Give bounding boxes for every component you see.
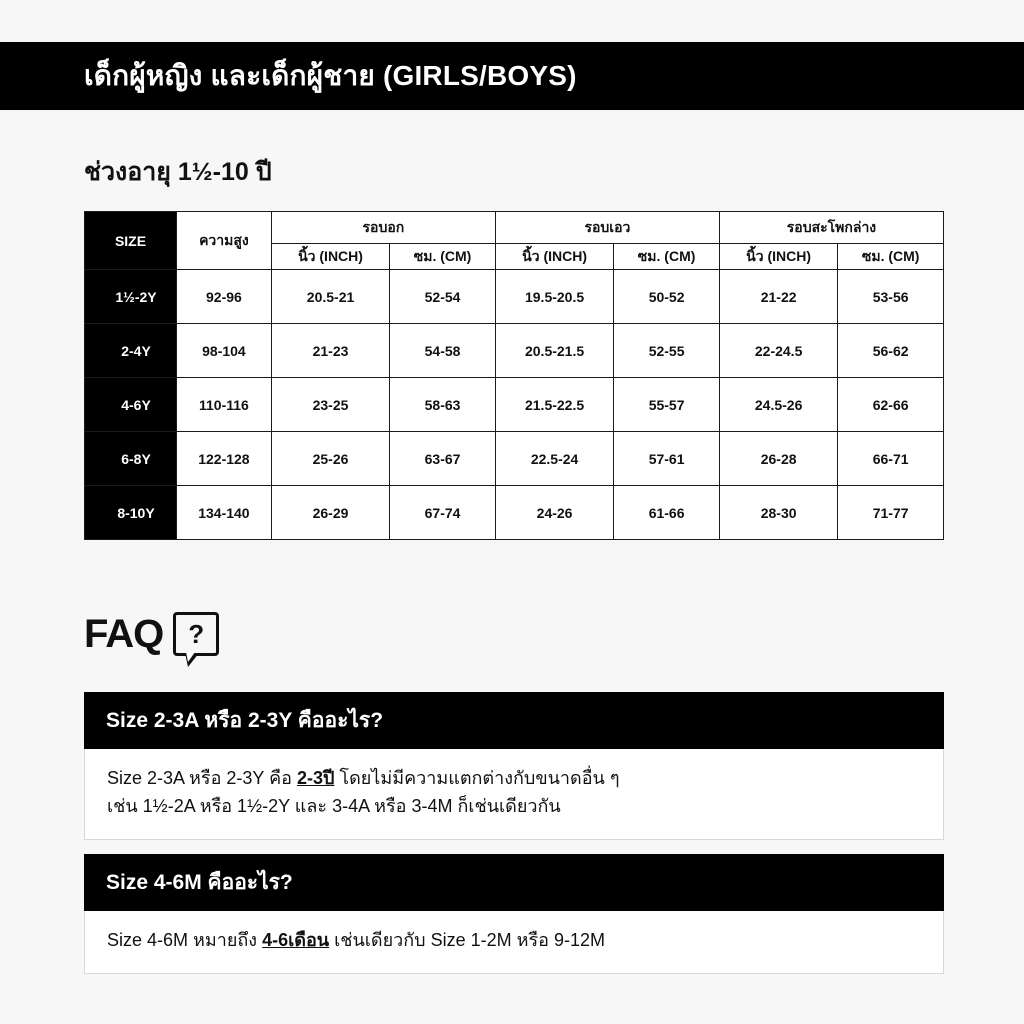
faq-item[interactable] xyxy=(84,854,944,974)
cell-waist-inch: 19.5-20.5 xyxy=(495,270,613,324)
faq-heading xyxy=(84,612,219,656)
row-size-label: 4-6Y xyxy=(85,378,177,432)
unit-waist-cm: ซม. (CM) xyxy=(614,244,720,270)
question-mark-icon xyxy=(173,612,219,656)
cell-hip-cm: 71-77 xyxy=(838,486,944,540)
cell-chest-cm: 52-54 xyxy=(390,270,496,324)
unit-hip-inch: นิ้ว (INCH) xyxy=(719,244,837,270)
faq-answer-line xyxy=(107,927,921,955)
cell-height: 110-116 xyxy=(177,378,272,432)
banner-title: เด็กผู้หญิง และเด็กผู้ชาย (GIRLS/BOYS) xyxy=(84,60,577,91)
cell-waist-cm: 52-55 xyxy=(614,324,720,378)
cell-chest-inch: 23-25 xyxy=(271,378,389,432)
cell-waist-cm: 50-52 xyxy=(614,270,720,324)
row-size-label: 1½-2Y xyxy=(85,270,177,324)
cell-chest-inch: 25-26 xyxy=(271,432,389,486)
faq-answer-text-pre: Size 2-3A หรือ 2-3Y คือ xyxy=(107,768,297,788)
table-row xyxy=(85,378,944,432)
faq-question[interactable]: Size 4-6M คืออะไร? xyxy=(84,854,944,911)
unit-hip-cm: ซม. (CM) xyxy=(838,244,944,270)
page-banner xyxy=(0,42,1024,110)
cell-chest-cm: 67-74 xyxy=(390,486,496,540)
table-header-group-row xyxy=(85,212,944,244)
faq-question[interactable]: Size 2-3A หรือ 2-3Y คืออะไร? xyxy=(84,692,944,749)
cell-hip-cm: 62-66 xyxy=(838,378,944,432)
cell-chest-inch: 20.5-21 xyxy=(271,270,389,324)
cell-hip-inch: 26-28 xyxy=(719,432,837,486)
unit-chest-cm: ซม. (CM) xyxy=(390,244,496,270)
cell-hip-inch: 24.5-26 xyxy=(719,378,837,432)
faq-answer xyxy=(84,911,944,974)
cell-waist-inch: 21.5-22.5 xyxy=(495,378,613,432)
cell-chest-cm: 58-63 xyxy=(390,378,496,432)
faq-answer-line xyxy=(107,793,921,821)
table-row xyxy=(85,324,944,378)
faq-answer-emphasis: 2-3ปี xyxy=(296,768,335,788)
cell-height: 134-140 xyxy=(177,486,272,540)
faq-answer-text-pre: เช่น 1½-2A หรือ 1½-2Y และ 3-4A หรือ 3-4M ก็เช่นเดียวกัน xyxy=(107,795,561,816)
unit-chest-inch: นิ้ว (INCH) xyxy=(271,244,389,270)
faq-answer-line xyxy=(107,765,921,793)
table-row xyxy=(85,486,944,540)
cell-waist-inch: 22.5-24 xyxy=(495,432,613,486)
faq-answer-text-post: โดยไม่มีความแตกต่างกับขนาดอื่น ๆ xyxy=(334,768,620,788)
cell-chest-inch: 21-23 xyxy=(271,324,389,378)
faq-answer-text-pre: Size 4-6M หมายถึง xyxy=(107,929,263,950)
row-size-label: 2-4Y xyxy=(85,324,177,378)
faq-list xyxy=(84,692,944,988)
cell-hip-cm: 66-71 xyxy=(838,432,944,486)
faq-answer-emphasis: 4-6เดือน xyxy=(262,929,330,950)
header-height: ความสูง xyxy=(177,212,272,270)
size-table-container xyxy=(84,211,944,540)
unit-waist-inch: นิ้ว (INCH) xyxy=(495,244,613,270)
table-row xyxy=(85,270,944,324)
cell-hip-inch: 28-30 xyxy=(719,486,837,540)
cell-waist-cm: 61-66 xyxy=(614,486,720,540)
cell-height: 92-96 xyxy=(177,270,272,324)
faq-answer-text-post: เช่นเดียวกับ Size 1-2M หรือ 9-12M xyxy=(329,929,605,950)
cell-chest-inch: 26-29 xyxy=(271,486,389,540)
faq-answer xyxy=(84,749,944,840)
size-table xyxy=(84,211,944,540)
cell-height: 122-128 xyxy=(177,432,272,486)
faq-label: FAQ xyxy=(84,612,164,656)
cell-hip-cm: 56-62 xyxy=(838,324,944,378)
cell-waist-inch: 20.5-21.5 xyxy=(495,324,613,378)
header-chest: รอบอก xyxy=(271,212,495,244)
faq-item[interactable] xyxy=(84,692,944,840)
cell-height: 98-104 xyxy=(177,324,272,378)
row-size-label: 6-8Y xyxy=(85,432,177,486)
cell-waist-cm: 57-61 xyxy=(614,432,720,486)
age-range-heading: ช่วงอายุ 1½-10 ปี xyxy=(84,158,272,186)
header-waist: รอบเอว xyxy=(495,212,719,244)
header-hip: รอบสะโพกล่าง xyxy=(719,212,943,244)
size-table-body xyxy=(85,270,944,540)
cell-hip-inch: 22-24.5 xyxy=(719,324,837,378)
row-size-label: 8-10Y xyxy=(85,486,177,540)
header-size: SIZE xyxy=(85,212,177,270)
size-table-head xyxy=(85,212,944,270)
cell-hip-inch: 21-22 xyxy=(719,270,837,324)
cell-hip-cm: 53-56 xyxy=(838,270,944,324)
cell-waist-inch: 24-26 xyxy=(495,486,613,540)
cell-waist-cm: 55-57 xyxy=(614,378,720,432)
question-mark-glyph: ? xyxy=(188,618,205,649)
cell-chest-cm: 54-58 xyxy=(390,324,496,378)
cell-chest-cm: 63-67 xyxy=(390,432,496,486)
table-row xyxy=(85,432,944,486)
